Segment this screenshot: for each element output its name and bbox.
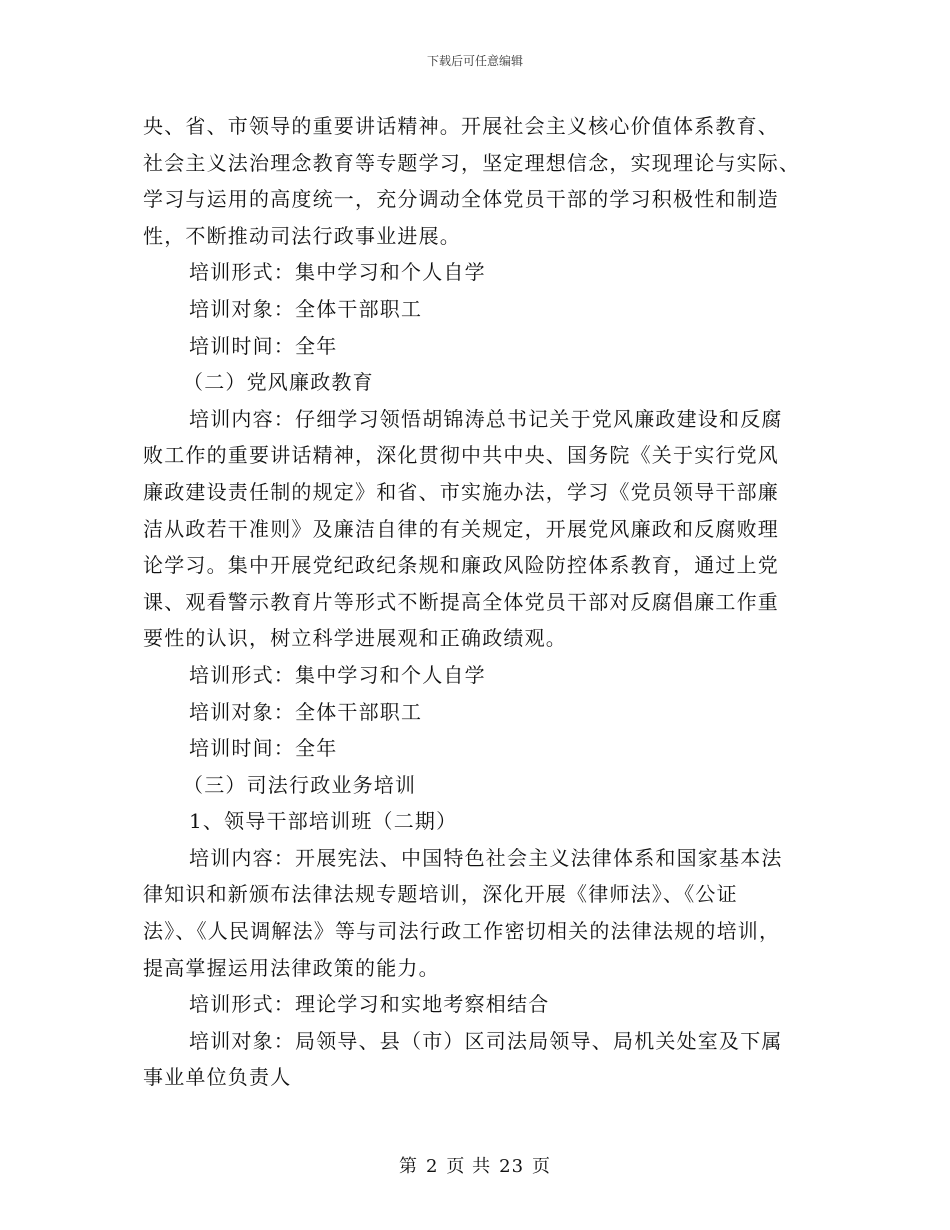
training-form: 培训形式：理论学习和实地考察相结合 <box>189 992 550 1017</box>
body-line: 提高掌握运用法律政策的能力。 <box>143 955 440 980</box>
body-line: 课、观看警示教育片等形式不断提高全体党员干部对反腐倡廉工作重 <box>143 589 779 614</box>
training-target: 培训对象：局领导、县（市）区司法局领导、局机关处室及下属 <box>189 1028 783 1053</box>
body-line: 论学习。集中开展党纪政纪条规和廉政风险防控体系教育，通过上党 <box>143 553 779 578</box>
page-header <box>0 52 950 69</box>
body-line: 学习与运用的高度统一，充分调动全体党员干部的学习积极性和制造 <box>143 187 779 212</box>
body-line: 廉政建设责任制的规定》和省、市实施办法，学习《党员领导干部廉 <box>143 479 779 504</box>
section-heading: （三）司法行政业务培训 <box>183 772 417 797</box>
body-line: 法》、《人民调解法》等与司法行政工作密切相关的法律法规的培训， <box>143 919 781 944</box>
header-text: 下载后可任意编辑 <box>426 54 523 68</box>
page-footer <box>0 1152 950 1178</box>
training-content: 培训内容：仔细学习领悟胡锦涛总书记关于党风廉政建设和反腐 <box>189 406 783 431</box>
body-line: 洁从政若干准则》及廉洁自律的有关规定，开展党风廉政和反腐败理 <box>143 516 779 541</box>
document-body <box>143 108 813 1096</box>
footer-middle: 页 共 <box>446 1156 492 1177</box>
body-line: 要性的认识，树立科学进展观和正确政绩观。 <box>143 626 567 651</box>
training-target: 培训对象：全体干部职工 <box>189 296 423 321</box>
training-time: 培训时间：全年 <box>189 736 338 761</box>
body-line: 性，不断推动司法行政事业进展。 <box>143 223 461 248</box>
body-line: 事业单位负责人 <box>143 1065 292 1090</box>
footer-suffix: 页 <box>532 1156 552 1177</box>
training-form: 培训形式：集中学习和个人自学 <box>189 662 486 687</box>
training-target: 培训对象：全体干部职工 <box>189 699 423 724</box>
page-number: 2 <box>425 1156 439 1177</box>
training-time: 培训时间：全年 <box>189 333 338 358</box>
training-form: 培训形式：集中学习和个人自学 <box>189 260 486 285</box>
body-line: 败工作的重要讲话精神，深化贯彻中共中央、国务院《关于实行党风 <box>143 443 779 468</box>
training-content: 培训内容：开展宪法、中国特色社会主义法律体系和国家基本法 <box>189 845 783 870</box>
section-heading: （二）党风廉政教育 <box>183 370 374 395</box>
page-total: 23 <box>499 1156 525 1177</box>
body-line: 社会主义法治理念教育等专题学习，坚定理想信念，实现理论与实际、 <box>143 150 801 175</box>
footer-prefix: 第 <box>398 1156 418 1177</box>
body-line: 律知识和新颁布法律法规专题培训，深化开展《律师法》、《公证 <box>143 882 738 907</box>
body-line: 央、省、市领导的重要讲话精神。开展社会主义核心价值体系教育、 <box>143 114 779 138</box>
subsection-heading: 1、领导干部培训班（二期） <box>189 809 458 834</box>
